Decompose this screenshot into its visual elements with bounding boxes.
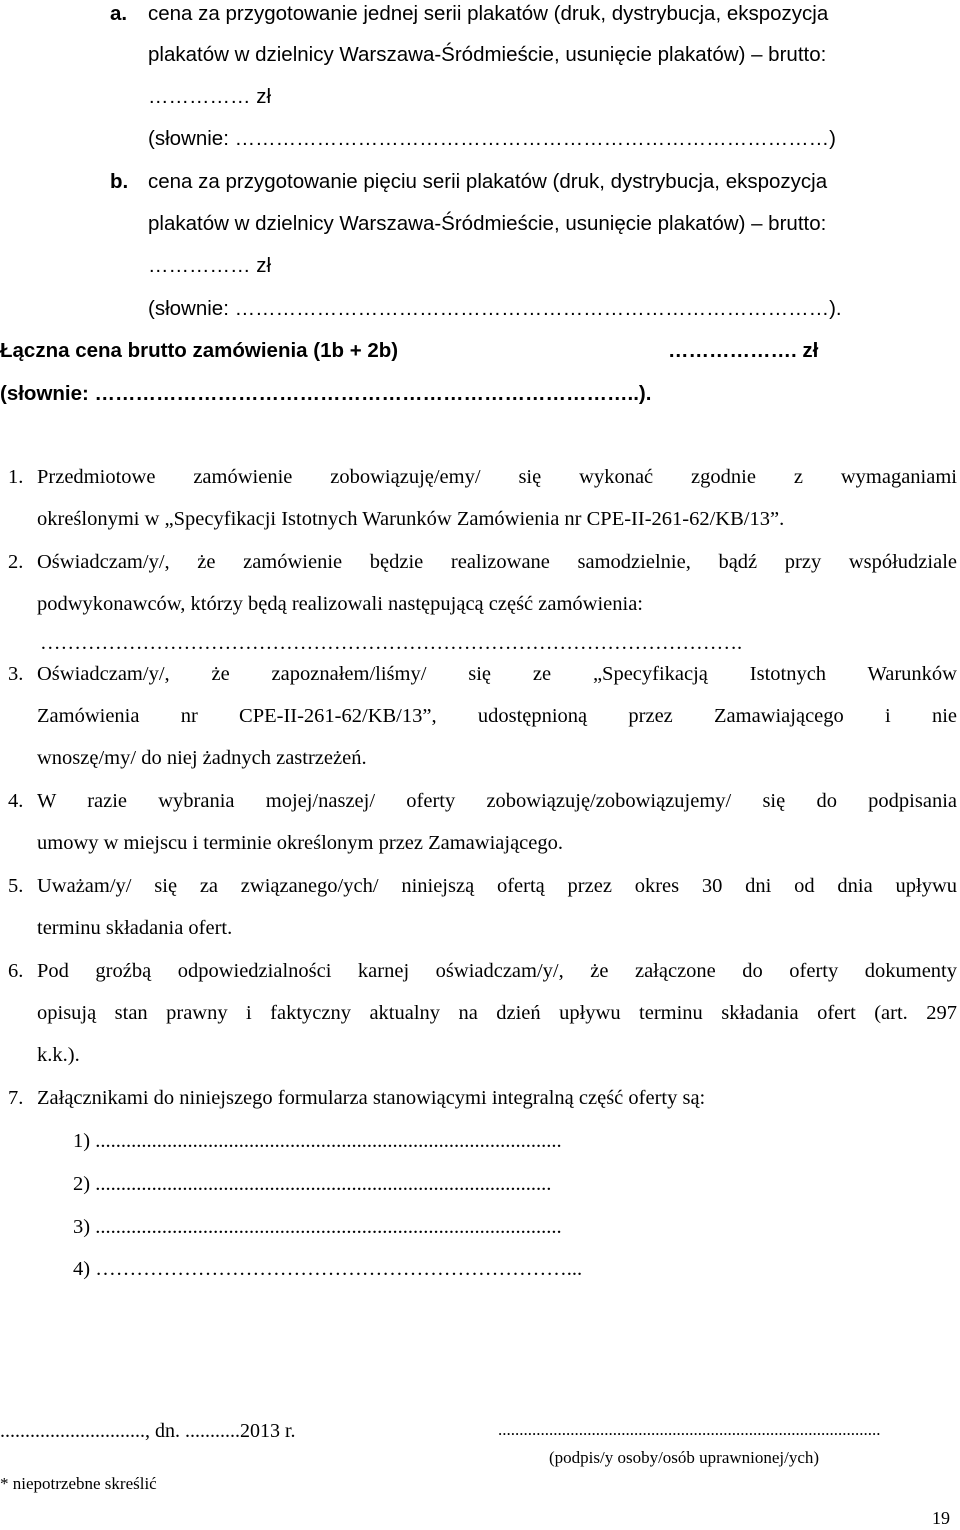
- signature-line: ..........................................................................................: [498, 1420, 881, 1439]
- option-b-words: (słownie: ……………………………………………………………………………).: [148, 297, 842, 320]
- declaration-4-line1: W razie wybrania mojej/naszej/ oferty zobowiązuję/zobowiązujemy/ się do podpisania: [37, 790, 957, 812]
- declaration-4-line2: umowy w miejscu i terminie określonym przez Zamawiającego.: [37, 832, 563, 854]
- option-b-amount: …………… zł: [148, 254, 271, 277]
- attachment-item-4: 4) ……………………………………………………………...: [73, 1258, 583, 1280]
- declaration-3-line2: Zamówienia nr CPE-II-261-62/KB/13”, udostępnioną przez Zamawiającego i nie: [37, 705, 957, 727]
- declaration-1-number: 1.: [8, 466, 24, 488]
- declaration-5-line1: Uważam/y/ się za związanego/ych/ niniejszą ofertą przez okres 30 dni od dnia upływu: [37, 875, 957, 897]
- declaration-7-number: 7.: [8, 1087, 24, 1109]
- declaration-6-line3: k.k.).: [37, 1044, 80, 1066]
- attachment-item-2: 2) .........................................................................................: [73, 1173, 552, 1195]
- declaration-6-line2: opisują stan prawny i faktyczny aktualny na dzień upływu terminu składania ofert (art. 297: [37, 1002, 957, 1024]
- declaration-1-line2: określonymi w „Specyfikacji Istotnych Warunków Zamówienia nr CPE-II-261-62/KB/13”.: [37, 508, 785, 530]
- declaration-5-number: 5.: [8, 875, 24, 897]
- declaration-6-line1: Pod groźbą odpowiedzialności karnej oświadczam/y/, że załączone do oferty dokumenty: [37, 960, 957, 982]
- option-a-line1: cena za przygotowanie jednej serii plakatów (druk, dystrybucja, ekspozycja: [148, 2, 829, 25]
- declaration-3-line1: Oświadczam/y/, że zapoznałem/liśmy/ się ze „Specyfikacją Istotnych Warunków: [37, 663, 957, 685]
- declaration-2-line3: ………………………………………………………………………………………….: [40, 632, 743, 654]
- total-words: (słownie: ……………………………………………………………………..).: [0, 382, 652, 405]
- option-b-marker: b.: [110, 170, 129, 193]
- option-a-marker: a.: [110, 2, 128, 25]
- declaration-2-line1: Oświadczam/y/, że zamówienie będzie realizowane samodzielnie, bądź przy współudziale: [37, 551, 957, 573]
- signature-caption: (podpis/y osoby/osób uprawnionej/ych): [549, 1448, 820, 1467]
- footnote: * niepotrzebne skreślić: [0, 1474, 157, 1493]
- option-b-line2: plakatów w dzielnicy Warszawa-Śródmieście, usunięcie plakatów) – brutto:: [148, 212, 827, 235]
- page-number: 19: [932, 1508, 950, 1528]
- declaration-6-number: 6.: [8, 960, 24, 982]
- declaration-5-line2: terminu składania ofert.: [37, 917, 233, 939]
- option-a-words: (słownie: ……………………………………………………………………………): [148, 127, 836, 150]
- declaration-1-line1: Przedmiotowe zamówienie zobowiązuję/emy/ się wykonać zgodnie z wymaganiami: [37, 466, 957, 488]
- declaration-3-number: 3.: [8, 663, 24, 685]
- declaration-2-number: 2.: [8, 551, 24, 573]
- place-date: ............................., dn. ...........2013 r.: [0, 1420, 296, 1442]
- total-label: Łączna cena brutto zamówienia (1b + 2b): [0, 339, 399, 362]
- declaration-2-line2: podwykonawców, którzy będą realizowali następującą część zamówienia:: [37, 593, 644, 615]
- declaration-7-line1: Załącznikami do niniejszego formularza stanowiącymi integralną część oferty są:: [37, 1087, 706, 1109]
- option-a-amount: …………… zł: [148, 85, 271, 108]
- total-amount: ………………. zł: [668, 339, 819, 362]
- declaration-4-number: 4.: [8, 790, 24, 812]
- attachment-item-3: 3) ...........................................................................................: [73, 1216, 562, 1238]
- declaration-3-line3: wnoszę/my/ do niej żadnych zastrzeżeń.: [37, 747, 367, 769]
- option-a-line2: plakatów w dzielnicy Warszawa-Śródmieście, usunięcie plakatów) – brutto:: [148, 43, 827, 66]
- attachment-item-1: 1) ...........................................................................................: [73, 1130, 562, 1152]
- option-b-line1: cena za przygotowanie pięciu serii plakatów (druk, dystrybucja, ekspozycja: [148, 170, 828, 193]
